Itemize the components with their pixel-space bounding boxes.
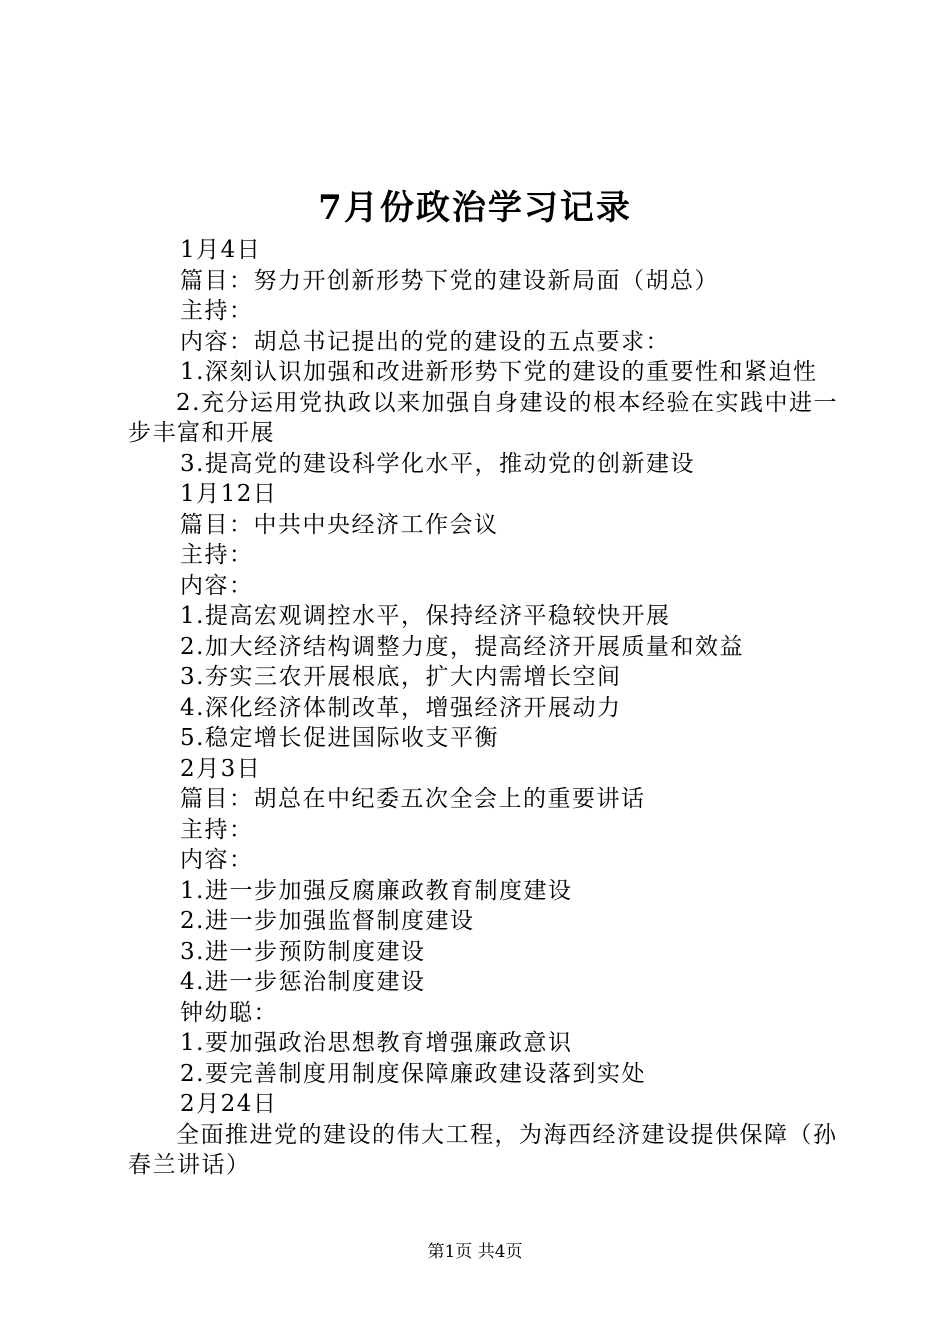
host-line: 主持：	[180, 816, 254, 843]
list-item: 4.深化经济体制改革，增强经济开展动力	[180, 694, 622, 721]
paragraph-line: 全面推进党的建设的伟大工程，为海西经济建设提供保障（孙春兰讲话）	[128, 1121, 838, 1178]
content-line: 内容：	[180, 847, 254, 873]
list-item: 1.进一步加强反腐廉政教育制度建设	[180, 877, 573, 904]
list-item: 3.夯实三农开展根底，扩大内需增长空间	[180, 664, 622, 690]
list-item: 2.充分运用党执政以来加强自身建设的根本经验在实践中进一步丰富和开展	[128, 389, 838, 446]
page-number: 第1页 共4页	[427, 1242, 523, 1262]
list-item: 2.要完善制度用制度保障廉政建设落到实处	[180, 1060, 646, 1087]
list-item: 3.进一步预防制度建设	[180, 938, 426, 965]
date-line: 1月12日	[180, 481, 278, 507]
date-line: 1月4日	[180, 237, 262, 263]
topic-line: 篇目：中共中央经济工作会议	[180, 511, 499, 538]
date-line: 2月24日	[180, 1091, 278, 1117]
host-line: 主持：	[180, 298, 254, 324]
list-item: 1.深刻认识加强和改进新形势下党的建设的重要性和紧迫性	[180, 359, 818, 385]
host-line: 主持：	[180, 542, 254, 568]
list-item: 5.稳定增长促进国际收支平衡	[180, 725, 499, 751]
document-body	[128, 235, 840, 1181]
list-item: 3.提高党的建设科学化水平，推动党的创新建设	[180, 450, 695, 477]
document-title: 7月份政治学习记录	[318, 188, 632, 228]
list-item: 2.加大经济结构调整力度，提高经济开展质量和效益	[180, 633, 744, 660]
list-item: 2.进一步加强监督制度建设	[180, 908, 475, 934]
topic-line: 篇目：胡总在中纪委五次全会上的重要讲话	[180, 786, 646, 812]
content-line: 内容：胡总书记提出的党的建设的五点要求：	[180, 328, 670, 355]
list-item: 1.要加强政治思想教育增强廉政意识	[180, 1030, 573, 1056]
topic-line: 篇目：努力开创新形势下党的建设新局面（胡总）	[180, 267, 719, 294]
speaker-line: 钟幼聪：	[180, 999, 278, 1026]
list-item: 4.进一步惩治制度建设	[180, 969, 426, 995]
content-line: 内容：	[180, 572, 254, 599]
list-item: 1.提高宏观调控水平，保持经济平稳较快开展	[180, 603, 671, 629]
date-line: 2月3日	[180, 755, 262, 782]
